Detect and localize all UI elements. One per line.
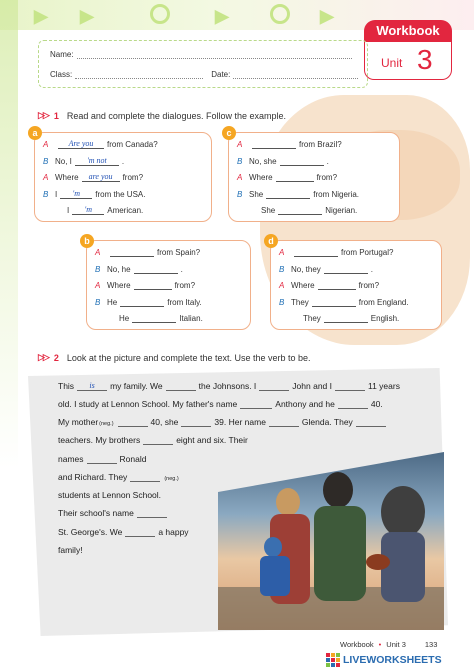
- speaker-label: A: [237, 173, 243, 182]
- text-segment: Glenda. They: [301, 417, 353, 427]
- workbook-badge: Workbook: [364, 20, 452, 42]
- text-segment: eight and six. Their: [176, 435, 248, 445]
- negative-hint: (neg.): [164, 476, 179, 482]
- text-line: [58, 545, 83, 555]
- line-text: from England.: [358, 297, 409, 307]
- text-segment: My mother: [58, 417, 99, 427]
- dialogue-line: [95, 247, 200, 257]
- answer-blank[interactable]: [118, 417, 148, 427]
- line-text: American.: [107, 206, 144, 215]
- exercise-number: 2: [53, 352, 59, 363]
- name-label: Name:: [50, 50, 74, 59]
- answer-blank[interactable]: [324, 264, 368, 274]
- line-text: from Brazil?: [299, 140, 342, 149]
- line-text: No, she: [249, 156, 277, 166]
- line-text: They: [303, 314, 321, 323]
- line-text: from?: [122, 173, 144, 182]
- text-segment: John and I: [292, 381, 332, 391]
- text-segment: teachers. My brothers: [58, 435, 141, 445]
- line-text: from?: [174, 281, 196, 290]
- dialogue-box-b: [84, 236, 251, 330]
- speaker-label: B: [95, 297, 101, 307]
- dialogue-line: [95, 313, 203, 323]
- dialogue-line: [279, 313, 399, 323]
- line-text: He: [107, 297, 118, 307]
- answer-blank[interactable]: [181, 417, 211, 427]
- dialogue-line: [279, 297, 409, 307]
- liveworksheets-logo: [326, 651, 474, 669]
- dialogue-tag: b: [80, 234, 94, 248]
- dialogue-line: [279, 280, 379, 290]
- class-field[interactable]: [75, 70, 203, 79]
- unit-label: Unit: [381, 56, 403, 70]
- text-segment: and Richard. They: [58, 472, 128, 482]
- chevron-decoration: ▶: [34, 6, 48, 26]
- answer-blank[interactable]: [137, 508, 167, 518]
- arrow-icon: ▷▷: [38, 110, 48, 120]
- dialogue-tag: c: [222, 126, 236, 140]
- unit-number: 3: [417, 44, 433, 75]
- answer-blank[interactable]: [276, 172, 314, 182]
- arrow-icon: ▷▷: [38, 352, 48, 362]
- dialogue-line: [237, 139, 342, 149]
- text-segment: Anthony and he: [275, 399, 335, 409]
- dialogue-line: [43, 189, 145, 199]
- line-text: No, I: [55, 156, 72, 166]
- negative-hint: (neg.): [99, 421, 114, 427]
- answer-blank[interactable]: [120, 297, 164, 307]
- family-photo: [218, 452, 444, 630]
- student-info-box: [38, 40, 368, 88]
- line-text: English.: [370, 314, 400, 323]
- line-text: They: [291, 297, 309, 307]
- text-line: [58, 435, 248, 445]
- text-segment: the Johnsons. I: [198, 381, 257, 391]
- text-segment: a happy: [158, 527, 189, 537]
- name-row: [50, 50, 352, 59]
- answer-blank[interactable]: are you: [82, 172, 120, 182]
- answer-blank[interactable]: [335, 381, 365, 391]
- speaker-label: A: [279, 281, 285, 290]
- line-text: She: [261, 206, 276, 215]
- answer-blank[interactable]: [278, 205, 322, 215]
- answer-blank[interactable]: 'm not: [75, 156, 119, 166]
- text-line: [58, 508, 170, 518]
- answer-blank[interactable]: [312, 297, 356, 307]
- brand-name: LIVEWORKSHEETS: [343, 654, 442, 666]
- dialogue-line: [279, 264, 373, 274]
- unit-box: [364, 42, 452, 80]
- line-text: from Italy.: [167, 297, 202, 307]
- page-number: 133: [424, 640, 438, 649]
- dialogue-box-a: [32, 128, 212, 222]
- dialogue-line: [237, 156, 329, 166]
- text-segment: 39. Her name: [214, 417, 266, 427]
- footer-unit: Unit 3: [386, 640, 406, 649]
- answer-blank[interactable]: 'm: [72, 205, 104, 215]
- speaker-label: B: [279, 264, 285, 274]
- text-segment: names: [58, 454, 84, 464]
- line-text: from Nigeria.: [313, 189, 360, 199]
- line-text: .: [326, 156, 329, 166]
- text-segment: Their school's name: [58, 508, 134, 518]
- line-text: .: [180, 264, 183, 274]
- dialogue-line: [95, 264, 183, 274]
- line-text: Where: [107, 281, 131, 290]
- speaker-label: B: [279, 297, 285, 307]
- text-line: [58, 454, 146, 464]
- line-text: from Portugal?: [341, 248, 394, 257]
- answer-blank[interactable]: [269, 417, 299, 427]
- text-segment: my family. We: [110, 381, 163, 391]
- answer-blank[interactable]: [324, 313, 368, 323]
- text-line: [58, 399, 383, 409]
- exercise-2-heading: [38, 352, 311, 363]
- answer-blank[interactable]: [132, 313, 176, 323]
- exercise-instruction: Look at the picture and complete the text. Use the verb to be.: [66, 352, 311, 363]
- dialogue-box-d: [268, 236, 442, 330]
- chevron-decoration: ▶: [215, 6, 229, 26]
- date-label: Date:: [211, 70, 231, 79]
- line-text: Where: [55, 173, 79, 182]
- answer-blank[interactable]: [134, 280, 172, 290]
- answer-blank[interactable]: [166, 381, 196, 391]
- text-segment: Ronald: [119, 454, 147, 464]
- line-text: from the USA.: [95, 189, 146, 199]
- name-field[interactable]: [77, 50, 352, 59]
- dialogue-line: [43, 139, 158, 149]
- answer-blank[interactable]: [240, 399, 272, 409]
- speaker-label: A: [43, 140, 49, 149]
- dialogue-box-c: [226, 128, 400, 222]
- line-text: She: [249, 189, 264, 199]
- dialogue-line: [237, 205, 357, 215]
- answer-blank[interactable]: [280, 156, 324, 166]
- answer-blank[interactable]: [318, 280, 356, 290]
- date-field[interactable]: [233, 70, 358, 79]
- line-text: He: [119, 314, 130, 323]
- speaker-label: B: [95, 264, 101, 274]
- text-segment: students at Lennon School.: [58, 490, 162, 500]
- line-text: from Spain?: [157, 248, 201, 257]
- text-line: [58, 490, 161, 500]
- answer-blank[interactable]: 'm: [60, 189, 92, 199]
- exercise-instruction: Read and complete the dialogues. Follow the example.: [66, 110, 286, 121]
- speaker-label: A: [237, 140, 243, 149]
- line-text: No, he: [107, 264, 131, 274]
- circle-decoration: [150, 4, 170, 24]
- line-text: No, they: [291, 264, 321, 274]
- exercise-1-heading: [38, 110, 286, 121]
- text-segment: family!: [58, 545, 83, 555]
- footer-book: Workbook: [340, 640, 374, 649]
- speaker-label: B: [43, 189, 49, 199]
- answer-blank[interactable]: [110, 247, 154, 257]
- dialogue-tag: d: [264, 234, 278, 248]
- dialogue-line: [43, 156, 124, 166]
- speaker-label: A: [95, 248, 101, 257]
- answer-blank[interactable]: [259, 381, 289, 391]
- dialogue-line: [43, 172, 143, 182]
- dialogue-line: [95, 297, 202, 307]
- answer-blank[interactable]: [130, 472, 160, 482]
- dialogue-line: [95, 280, 195, 290]
- answer-blank[interactable]: [87, 454, 117, 464]
- class-date-row: [50, 70, 358, 79]
- class-label: Class:: [50, 70, 73, 79]
- answer-blank[interactable]: [125, 527, 155, 537]
- text-line: [58, 472, 180, 482]
- page-footer: [340, 640, 437, 649]
- dialogue-tag: a: [28, 126, 42, 140]
- line-text: Where: [249, 173, 273, 182]
- dialogue-line: [237, 189, 359, 199]
- text-segment: old. I study at Lennon School. My father's name: [58, 399, 238, 409]
- answer-blank[interactable]: [356, 417, 386, 427]
- exercise-number: 1: [53, 110, 59, 121]
- answer-blank[interactable]: [338, 399, 368, 409]
- speaker-label: A: [279, 248, 285, 257]
- text-line: [58, 381, 400, 391]
- circle-decoration: [270, 4, 290, 24]
- text-segment: St. George's. We: [58, 527, 123, 537]
- answer-blank[interactable]: [143, 435, 173, 445]
- logo-icon: [326, 653, 340, 667]
- line-text: I: [67, 206, 70, 215]
- answer-blank[interactable]: Are you: [58, 139, 104, 149]
- side-decoration-strip: [0, 0, 18, 669]
- line-text: Italian.: [179, 314, 203, 323]
- speaker-label: B: [237, 189, 243, 199]
- line-text: from?: [316, 173, 338, 182]
- line-text: .: [370, 264, 374, 274]
- line-text: from?: [358, 281, 380, 290]
- dialogue-line: [237, 172, 337, 182]
- line-text: from Canada?: [107, 140, 158, 149]
- answer-blank[interactable]: [266, 189, 310, 199]
- answer-blank[interactable]: [134, 264, 178, 274]
- line-text: .: [121, 156, 125, 166]
- footer-separator: •: [378, 640, 382, 649]
- speaker-label: B: [43, 156, 49, 166]
- chevron-decoration: ▶: [80, 6, 94, 26]
- line-text: Where: [291, 281, 315, 290]
- answer-blank[interactable]: [294, 247, 338, 257]
- line-text: Nigerian.: [325, 206, 358, 215]
- text-segment: 40.: [370, 399, 383, 409]
- speaker-label: B: [237, 156, 243, 166]
- text-segment: This: [58, 381, 75, 391]
- speaker-label: A: [95, 281, 101, 290]
- answer-blank[interactable]: [252, 139, 296, 149]
- chevron-decoration: ▶: [320, 6, 334, 26]
- text-segment: 40, she: [150, 417, 179, 427]
- text-line: [58, 417, 389, 427]
- speaker-label: A: [43, 173, 49, 182]
- answer-blank[interactable]: is: [77, 381, 107, 391]
- text-line: [58, 527, 189, 537]
- line-text: I: [55, 189, 58, 199]
- dialogue-line: [43, 205, 143, 215]
- dialogue-line: [279, 247, 393, 257]
- text-segment: 11 years: [368, 381, 400, 391]
